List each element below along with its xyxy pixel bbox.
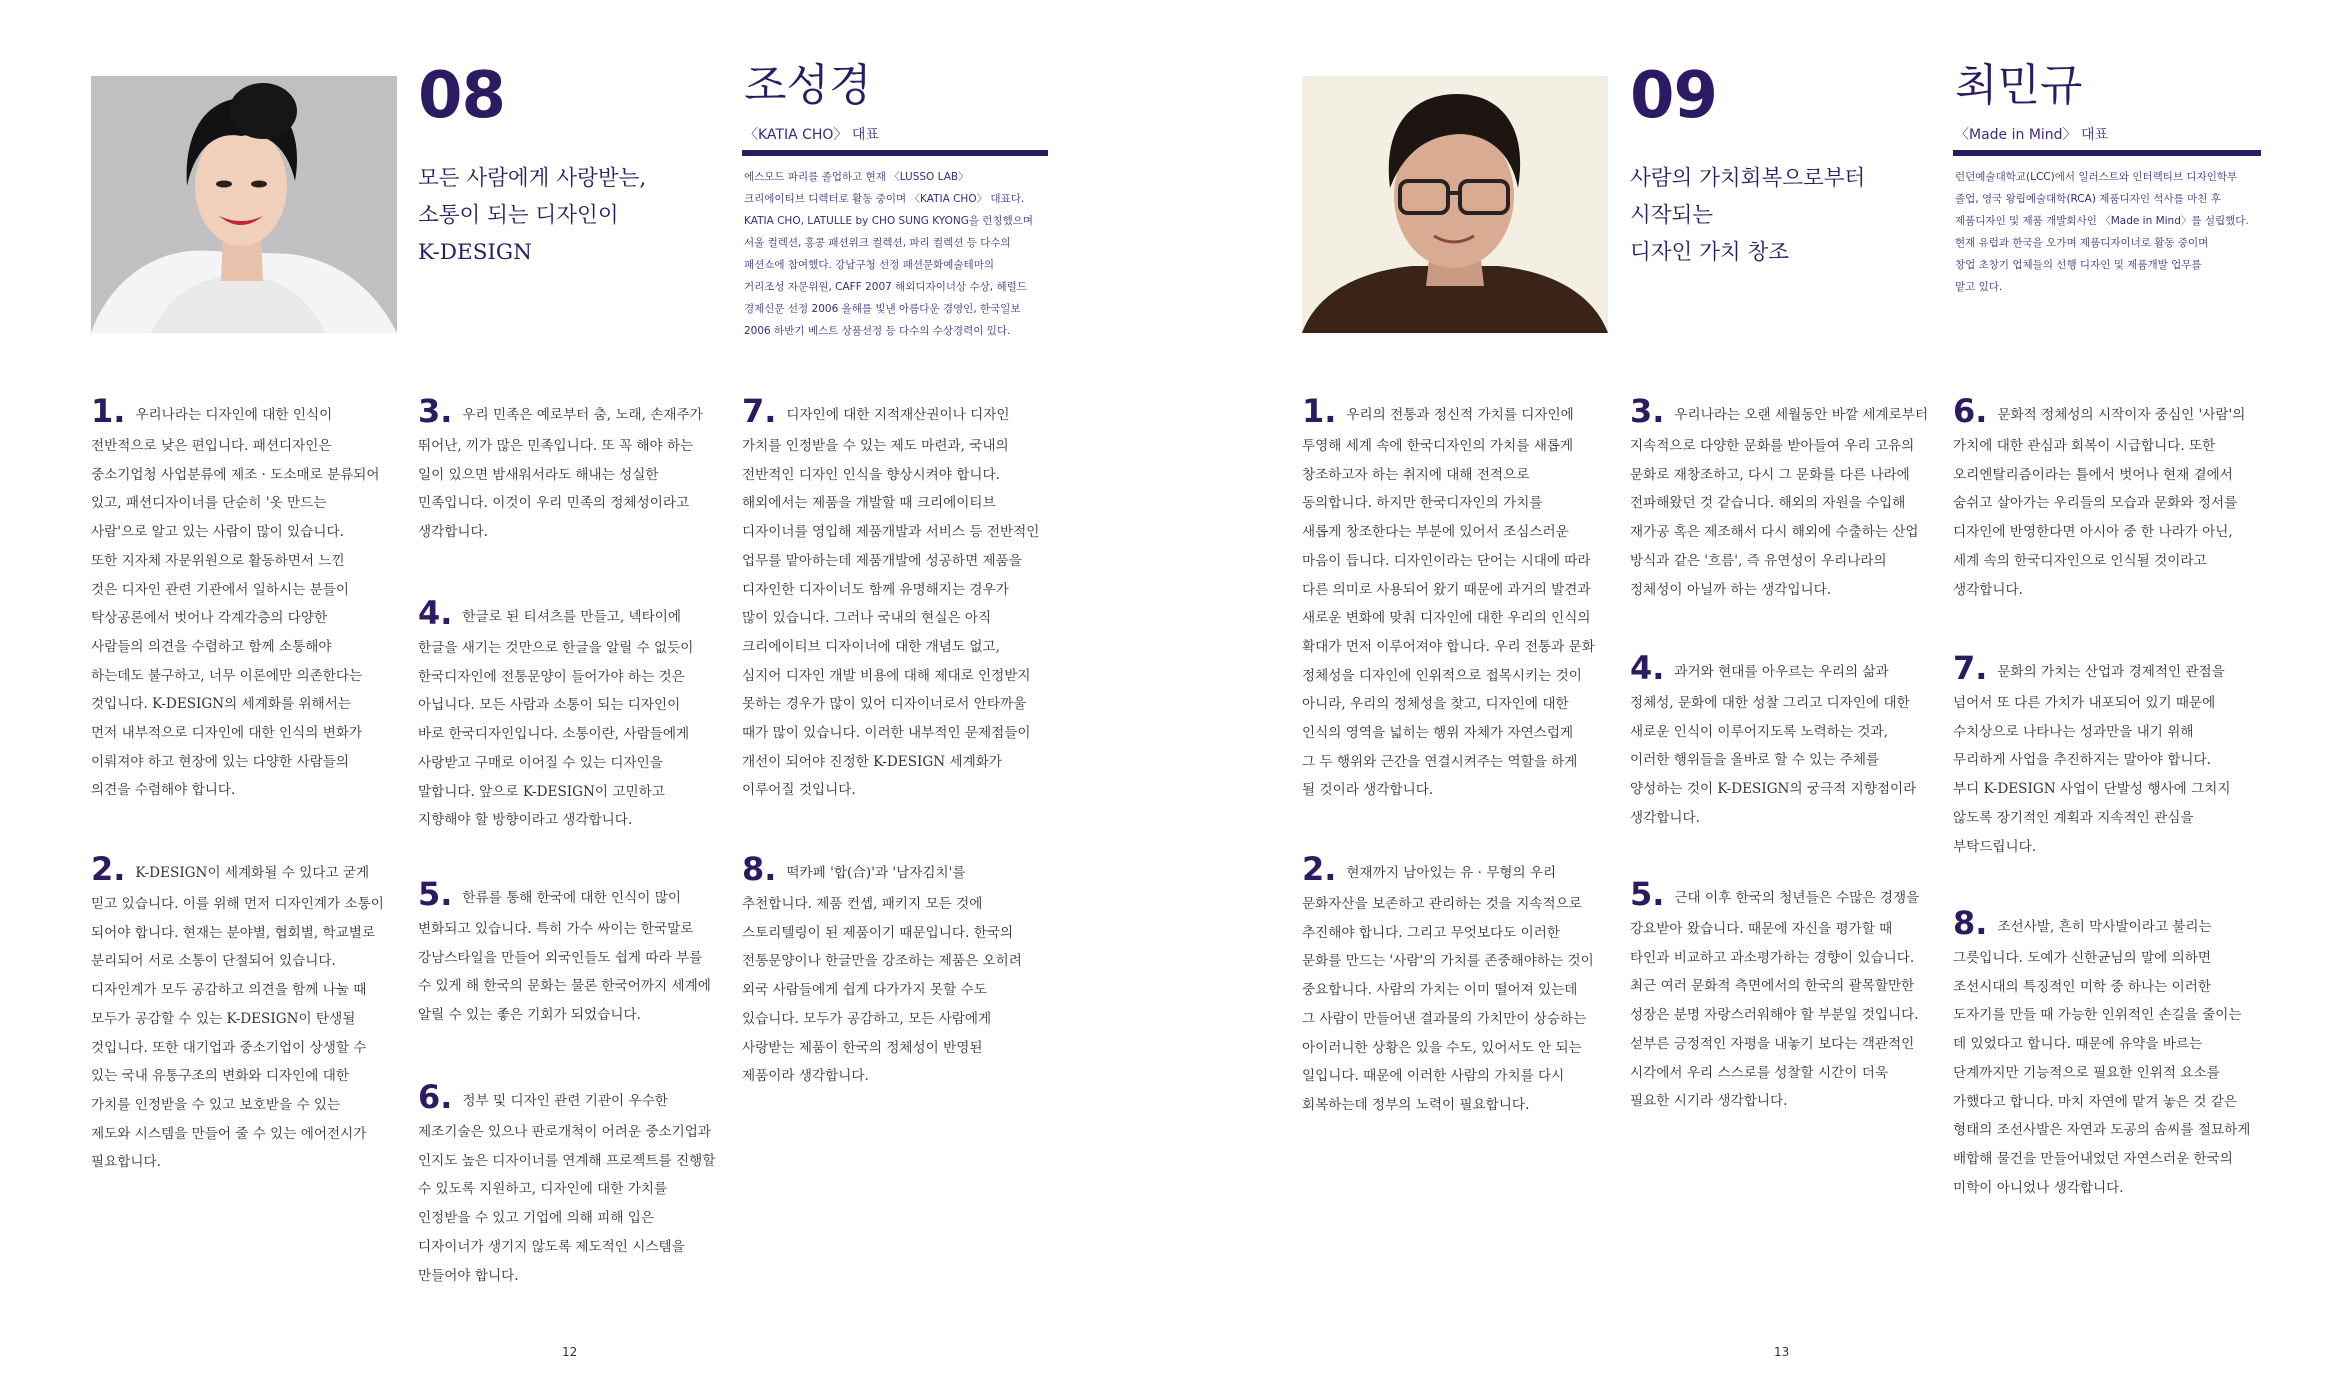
answer-line: 있습니다. 모두가 공감하고, 모든 사람에게 <box>742 1010 992 1027</box>
answer-line: 심지어 디자인 개발 비용에 대해 제대로 인정받지 <box>742 667 1031 684</box>
answer-first-line <box>418 596 738 634</box>
answer-line: 디자인에 반영한다면 아시아 중 한 나라가 아닌, <box>1953 524 2233 541</box>
answer-line: 문화를 만드는 '사람'의 가치를 존중해야하는 것이 <box>1302 953 1594 970</box>
answer-number: 1. <box>91 392 126 430</box>
answer-line: 정체성, 문화에 대한 성찰 그리고 디자인에 대한 <box>1630 695 1910 711</box>
left-page <box>0 0 1171 1400</box>
answer-text: 현재까지 남아있는 유 · 무형의 우리 <box>1346 865 1557 881</box>
answer-first-line <box>1630 651 1950 689</box>
answer-line: 것은 디자인 관련 기관에서 일하시는 분들이 <box>91 581 349 598</box>
interviewee-bio <box>744 166 1056 342</box>
answer-line: 세계 속의 한국디자인으로 인식될 것이라고 <box>1953 552 2207 569</box>
answer-line: 모두가 공감할 수 있는 K-DESIGN이 탄생될 <box>91 1010 356 1027</box>
answer-text: 우리의 전통과 정신적 가치를 디자인에 <box>1346 407 1574 423</box>
page-number: 13 <box>1774 1345 1790 1359</box>
answer-line: 사람'으로 알고 있는 사람이 많이 있습니다. <box>91 524 344 541</box>
answer-line: 않도록 장기적인 계획과 지속적인 관심을 <box>1953 809 2194 826</box>
answer-first-line <box>1630 394 1950 432</box>
answer-line: 그릇입니다. 도예가 신한균님의 말에 의하면 <box>1953 950 2211 966</box>
answer-line: 민족입니다. 이것이 우리 민족의 정체성이라고 <box>418 495 690 512</box>
answer-text: 근대 이후 한국의 청년들은 수많은 경쟁을 <box>1674 890 1920 906</box>
answer-line: 그 사람이 만들어낸 결과물의 가치만이 상승하는 <box>1302 1010 1587 1027</box>
answer-line: 새로운 변화에 맞춰 디자인에 대한 우리의 인식의 <box>1302 610 1591 627</box>
answer-line: 창조하고자 하는 취지에 대해 전적으로 <box>1302 466 1530 483</box>
answer-line: 가치에 대한 관심과 회복이 시급합니다. 또한 <box>1953 438 2216 454</box>
answer-line: 하는데도 불구하고, 너무 이론에만 의존한다는 <box>91 667 363 684</box>
answer-line: 뛰어난, 끼가 많은 민족입니다. 또 꼭 해야 하는 <box>418 438 694 454</box>
answer-item <box>418 1080 738 1290</box>
answer-line: 사람들의 의견을 수렴하고 함께 소통해야 <box>91 638 332 655</box>
answer-line: 수 있게 해 한국의 문화는 물론 한국어까지 세계에 <box>418 978 711 995</box>
answer-line: 투영해 세계 속에 한국디자인의 가치를 새롭게 <box>1302 438 1574 454</box>
answer-text: 과거와 현대를 아우르는 우리의 삶과 <box>1674 664 1889 680</box>
answer-first-line <box>91 852 411 890</box>
bio-line: 에스모드 파리를 졸업하고 현재 〈LUSSO LAB〉 <box>744 171 969 183</box>
bio-line: KATIA CHO, LATULLE by CHO SUNG KYONG을 런칭했으며 <box>744 215 1034 227</box>
answer-line: 배합해 물건을 만들어내었던 자연스러운 한국의 <box>1953 1150 2233 1167</box>
answer-line: 생각합니다. <box>418 524 488 541</box>
answer-number: 2. <box>1302 850 1337 888</box>
answer-item <box>418 394 738 547</box>
answer-line: 못하는 경우가 많이 있어 디자이너로서 안타까울 <box>742 696 1027 713</box>
answer-number: 2. <box>91 850 126 888</box>
right-page <box>1172 0 2343 1400</box>
answer-line: 일이 있으면 밤새워서라도 해내는 성실한 <box>418 466 659 483</box>
answer-line: 정체성을 디자인에 인위적으로 접목시키는 것이 <box>1302 667 1582 684</box>
answer-number: 8. <box>742 850 777 888</box>
answer-text: K-DESIGN이 세계화될 수 있다고 굳게 <box>135 865 370 881</box>
slogan-line: 디자인 가치 창조 <box>1630 240 1790 265</box>
answer-line: 섣부른 긍정적인 자평을 내놓기 보다는 객관적인 <box>1630 1035 1915 1052</box>
answer-line: 가치를 인정받을 수 있는 제도 마련과, 국내의 <box>742 438 1009 454</box>
answer-line: 있는 국내 유통구조의 변화와 디자인에 대한 <box>91 1068 349 1085</box>
answer-line: 숨쉬고 살아가는 우리들의 모습과 문화와 정서를 <box>1953 495 2238 512</box>
answer-line: 인식의 영역을 넓히는 행위 자체가 자연스럽게 <box>1302 725 1574 742</box>
answer-item <box>1302 852 1622 1120</box>
answer-line: 아니라, 우리의 정체성을 찾고, 디자인에 대한 <box>1302 696 1569 713</box>
bio-line: 경제신문 선정 2006 올해를 빛낸 아름다운 경영인, 한국일보 <box>744 303 1021 315</box>
answer-first-line <box>1302 394 1622 432</box>
answer-first-line <box>1953 906 2273 944</box>
answer-item <box>1630 394 1950 604</box>
answer-item <box>418 596 738 835</box>
answer-line: 중요합니다. 사람의 가치는 이미 떨어져 있는데 <box>1302 982 1578 999</box>
answer-line: 제조기술은 있으나 판로개척이 어려운 중소기업과 <box>418 1124 712 1140</box>
answer-line: 탁상공론에서 벗어나 각계각층의 다양한 <box>91 610 328 627</box>
answer-line: 바로 한국디자인입니다. 소통이란, 사람들에게 <box>418 726 690 743</box>
answer-line: 있고, 패션디자이너를 단순히 '옷 만드는 <box>91 495 327 512</box>
answer-line: 사랑받는 제품이 한국의 정체성이 반영된 <box>742 1039 983 1056</box>
answer-line: 조선시대의 특징적인 미학 중 하나는 이러한 <box>1953 978 2211 995</box>
answer-line: 먼저 내부적으로 디자인에 대한 인식의 변화가 <box>91 725 363 742</box>
answer-line: 되어야 합니다. 현재는 분야별, 협회별, 학교별로 <box>91 924 376 941</box>
answer-line: 것입니다. 또한 대기업과 중소기업이 상생할 수 <box>91 1039 367 1056</box>
answer-text: 한글로 된 티셔츠를 만들고, 넥타이에 <box>462 609 681 625</box>
answer-line: 한국디자인에 전통문양이 들어가야 하는 것은 <box>418 668 685 685</box>
slogan-line: 시작되는 <box>1630 203 1714 228</box>
slogan-line: K-DESIGN <box>418 240 532 265</box>
answer-line: 형태의 조선사발은 자연과 도공의 솜씨를 절묘하게 <box>1953 1122 2251 1139</box>
answer-line: 될 것이라 생각합니다. <box>1302 782 1434 799</box>
bio-line: 런던예술대학교(LCC)에서 일러스트와 인터랙티브 디자인학부 <box>1955 171 2238 183</box>
answer-number: 1. <box>1302 392 1337 430</box>
answer-line: 부탁드립니다. <box>1953 838 2037 855</box>
answer-text: 조선사발, 흔히 막사발이라고 불리는 <box>1997 919 2212 935</box>
answer-line: 그 두 행위와 근간을 연결시켜주는 역할을 하게 <box>1302 753 1578 770</box>
answer-line: 생각합니다. <box>1953 581 2023 598</box>
interviewee-name: 최민규 <box>1955 60 2083 111</box>
answer-text: 정부 및 디자인 관련 기관이 우수한 <box>462 1093 668 1109</box>
answer-number: 5. <box>1630 875 1665 913</box>
answer-line: 전통문양이나 한글만을 강조하는 제품은 오히려 <box>742 953 1022 970</box>
answer-line: 강남스타일을 만들어 외국인들도 쉽게 따라 부를 <box>418 949 703 966</box>
answer-number: 3. <box>1630 392 1665 430</box>
interviewee-number: 09 <box>1630 59 1718 133</box>
answer-item <box>742 394 1062 805</box>
answer-first-line <box>418 877 738 915</box>
answer-number: 7. <box>1953 649 1988 687</box>
page-number: 12 <box>562 1345 578 1359</box>
bio-line: 2006 하반기 베스트 상품선정 등 다수의 수상경력이 있다. <box>744 325 1011 337</box>
answer-number: 6. <box>418 1078 453 1116</box>
answer-line: 많이 있습니다. 그러나 국내의 현실은 아직 <box>742 610 992 627</box>
answer-first-line <box>418 394 738 432</box>
answer-line: 성장은 분명 자랑스러워해야 할 부분일 것입니다. <box>1630 1007 1919 1024</box>
answer-line: 것입니다. K-DESIGN의 세계화를 위해서는 <box>91 696 352 713</box>
header-rule <box>742 150 1048 156</box>
answer-line: 제도와 시스템을 만들어 줄 수 있는 에어전시가 <box>91 1125 367 1142</box>
answer-item <box>1953 906 2273 1202</box>
answer-line: 오리엔탈리즘이라는 틀에서 벗어나 현재 곁에서 <box>1953 466 2233 483</box>
answer-line: 제품이라 생각합니다. <box>742 1068 869 1085</box>
answer-line: 이러한 행위들을 올바로 할 수 있는 주체를 <box>1630 752 1880 769</box>
answer-line: 생각합니다. <box>1630 809 1700 826</box>
answer-line: 인정받을 수 있고 기업에 의해 피해 입은 <box>418 1210 655 1227</box>
answer-line: 분리되어 서로 소통이 단절되어 있습니다. <box>91 953 336 970</box>
bio-line: 크리에이티브 디렉터로 활동 중이며 〈KATIA CHO〉 대표다. <box>744 193 1025 205</box>
answer-item <box>91 852 411 1177</box>
interviewee-name: 조성경 <box>744 60 872 111</box>
answer-item <box>91 394 411 805</box>
answer-item <box>1630 651 1950 833</box>
answer-text: 우리나라는 디자인에 대한 인식이 <box>135 407 333 423</box>
bio-line: 서울 컬렉션, 홍콩 패션위크 컬렉션, 파리 컬렉션 등 다수의 <box>744 237 1011 249</box>
answer-item <box>418 877 738 1030</box>
answer-item <box>1630 877 1950 1116</box>
answer-line: 부디 K-DESIGN 사업이 단발성 행사에 그치지 <box>1953 781 2231 798</box>
answer-line: 정체성이 아닐까 하는 생각입니다. <box>1630 581 1832 598</box>
answer-line: 디자인계가 모두 공감하고 의견을 함께 나눌 때 <box>91 982 367 999</box>
answer-line: 한글을 새기는 것만으로 한글을 알릴 수 없듯이 <box>418 640 694 656</box>
answer-line: 말합니다. 앞으로 K-DESIGN이 고민하고 <box>418 783 665 800</box>
bio-line: 거리조성 자문위원, CAFF 2007 해외디자이너상 수상, 헤럴드 <box>744 281 1027 293</box>
answer-first-line <box>91 394 411 432</box>
answer-first-line <box>1953 651 2273 689</box>
answer-first-line <box>1953 394 2273 432</box>
answer-line: 의견을 수렴해야 합니다. <box>91 782 236 799</box>
answer-line: 이뤄져야 하고 현장에 있는 다양한 사람들의 <box>91 753 349 770</box>
answer-number: 4. <box>418 594 453 632</box>
answer-line: 시각에서 우리 스스로를 성찰할 시간이 더욱 <box>1630 1064 1888 1081</box>
answer-line: 믿고 있습니다. 이를 위해 먼저 디자인계가 소통이 <box>91 896 384 912</box>
answer-line: 외국 사람들에게 쉽게 다가가지 못할 수도 <box>742 982 987 999</box>
answer-line: 무리하게 사업을 추진하지는 말아야 합니다. <box>1953 752 2211 769</box>
answer-line: 사랑받고 구매로 이어질 수 있는 디자인을 <box>418 754 663 771</box>
portrait-photo-right <box>1302 76 1608 333</box>
answer-line: 디자이너를 영입해 제품개발과 서비스 등 전반적인 <box>742 524 1040 541</box>
answer-line: 가했다고 합니다. 마치 자연에 맡겨 놓은 것 같은 <box>1953 1093 2238 1110</box>
interview-slogan <box>418 160 646 271</box>
answer-line: 전반적으로 낮은 편입니다. 패션디자인은 <box>91 438 332 454</box>
answer-line: 변화되고 있습니다. 특히 가수 싸이는 한국말로 <box>418 921 694 937</box>
answer-first-line <box>742 852 1062 890</box>
answer-line: 아닙니다. 모든 사람과 소통이 되는 디자인이 <box>418 697 681 714</box>
answer-line: 넘어서 또 다른 가치가 내포되어 있기 때문에 <box>1953 695 2216 711</box>
answer-line: 디자이너가 생기지 않도록 제도적인 시스템을 <box>418 1238 685 1255</box>
answer-item <box>1953 651 2273 861</box>
answer-number: 6. <box>1953 392 1988 430</box>
answer-line: 미학이 아니었나 생각합니다. <box>1953 1179 2124 1196</box>
answer-line: 필요한 시기라 생각합니다. <box>1630 1093 1788 1110</box>
answer-text: 우리나라는 오랜 세월동안 바깥 세계로부터 <box>1674 407 1929 423</box>
interviewee-brand: 〈KATIA CHO〉 대표 <box>744 127 879 143</box>
answer-line: 타인과 비교하고 과소평가하는 경향이 있습니다. <box>1630 949 1915 966</box>
answer-line: 만들어야 합니다. <box>418 1267 519 1284</box>
answer-item <box>742 852 1062 1091</box>
answer-line: 방식과 같은 '흐름', 즉 유연성이 우리나라의 <box>1630 552 1887 569</box>
answer-line: 추진해야 합니다. 그리고 무엇보다도 이러한 <box>1302 924 1560 941</box>
answer-line: 개선이 되어야 진정한 K-DESIGN 세계화가 <box>742 753 1003 770</box>
bio-line: 현재 유럽과 한국을 오가며 제품디자이너로 활동 중이며 <box>1955 237 2209 249</box>
answer-line: 수치상으로 나타나는 성과만을 내기 위해 <box>1953 723 2194 740</box>
answer-line: 도자기를 만들 때 가능한 인위적인 손길을 줄이는 <box>1953 1007 2242 1024</box>
answer-line: 업무를 맡아하는데 제품개발에 성공하면 제품을 <box>742 552 1022 569</box>
answer-line: 문화자산을 보존하고 관리하는 것을 지속적으로 <box>1302 896 1582 912</box>
answer-number: 3. <box>418 392 453 430</box>
answer-first-line <box>742 394 1062 432</box>
answer-line: 전반적인 디자인 인식을 향상시켜야 합니다. <box>742 466 1000 483</box>
answer-text: 떡카페 '합(合)'과 '남자김치'를 <box>786 865 966 881</box>
answer-text: 디자인에 대한 지적재산권이나 디자인 <box>786 407 1010 423</box>
interview-slogan <box>1630 160 1865 271</box>
answer-line: 때가 많이 있습니다. 이러한 내부적인 문제점들이 <box>742 725 1031 742</box>
answer-number: 5. <box>418 875 453 913</box>
answer-line: 인지도 높은 디자이너를 연계해 프로젝트를 진행할 <box>418 1152 716 1169</box>
bio-line: 패션쇼에 참여했다. 강남구청 선정 패션문화예술테마의 <box>744 259 994 271</box>
answer-line: 새로운 인식이 이루어지도록 노력하는 것과, <box>1630 723 1888 740</box>
answer-text: 한류를 통해 한국에 대한 인식이 많이 <box>462 890 681 906</box>
answer-line: 강요받아 왔습니다. 때문에 자신을 평가할 때 <box>1630 921 1893 937</box>
answer-line: 가치를 인정받을 수 있고 보호받을 수 있는 <box>91 1096 341 1113</box>
answer-item <box>1953 394 2273 604</box>
answer-line: 알릴 수 있는 좋은 기회가 되었습니다. <box>418 1007 641 1024</box>
answer-line: 필요합니다. <box>91 1154 161 1171</box>
answer-line: 단계까지만 기능적으로 필요한 인위적 요소를 <box>1953 1064 2220 1081</box>
answer-line: 수 있도록 지원하고, 디자인에 대한 가치를 <box>418 1181 668 1198</box>
interviewee-brand: 〈Made in Mind〉 대표 <box>1955 127 2109 143</box>
answer-number: 4. <box>1630 649 1665 687</box>
interviewee-bio <box>1955 166 2267 298</box>
answer-line: 디자인한 디자이너도 함께 유명해지는 경우가 <box>742 581 1009 598</box>
bio-line: 졸업, 영국 왕립예술대학(RCA) 제품디자인 석사를 마친 후 <box>1955 193 2221 205</box>
answer-line: 회복하는데 정부의 노력이 필요합니다. <box>1302 1096 1530 1113</box>
answer-line: 문화로 재창조하고, 다시 그 문화를 다른 나라에 <box>1630 466 1910 483</box>
answer-line: 지속적으로 다양한 문화를 받아들여 우리 고유의 <box>1630 438 1915 454</box>
answer-line: 최근 여러 문화적 측면에서의 한국의 괄목할만한 <box>1630 978 1915 995</box>
answer-line: 전파해왔던 것 같습니다. 해외의 자원을 수입해 <box>1630 495 1906 512</box>
slogan-line: 소통이 되는 디자인이 <box>418 203 619 228</box>
slogan-line: 사람의 가치회복으로부터 <box>1630 166 1866 191</box>
interviewee-number: 08 <box>418 59 506 133</box>
answer-line: 양성하는 것이 K-DESIGN의 궁극적 지향점이라 <box>1630 781 1917 798</box>
answer-first-line <box>418 1080 738 1118</box>
answer-text: 문화의 가치는 산업과 경제적인 관점을 <box>1997 664 2225 680</box>
bio-line: 창업 초창기 업체들의 선행 디자인 및 제품개발 업무를 <box>1955 259 2202 271</box>
answer-first-line <box>1302 852 1622 890</box>
answer-item <box>1302 394 1622 805</box>
answer-line: 추천합니다. 제품 컨셉, 패키지 모든 것에 <box>742 896 983 912</box>
answer-line: 크리에이티브 디자이너에 대한 개념도 없고, <box>742 638 1000 655</box>
answer-line: 지향해야 할 방향이라고 생각합니다. <box>418 812 633 829</box>
answer-line: 확대가 먼저 이루어져야 합니다. 우리 전통과 문화 <box>1302 638 1595 655</box>
answer-line: 아이러니한 상황은 있을 수도, 있어서도 안 되는 <box>1302 1039 1582 1056</box>
header-rule <box>1953 150 2261 156</box>
answer-line: 재가공 혹은 제조해서 다시 해외에 수출하는 산업 <box>1630 524 1919 541</box>
answer-text: 우리 민족은 예로부터 춤, 노래, 손재주가 <box>462 407 703 423</box>
bio-line: 제품디자인 및 제품 개발회사인 〈Made in Mind〉를 설립했다. <box>1955 215 2249 227</box>
answer-line: 해외에서는 제품을 개발할 때 크리에이티브 <box>742 495 996 512</box>
answer-line: 동의합니다. 하지만 한국디자인의 가치를 <box>1302 495 1543 512</box>
answer-line: 새롭게 창조한다는 부분에 있어서 조심스러운 <box>1302 524 1569 541</box>
answer-number: 7. <box>742 392 777 430</box>
answer-line: 스토리텔링이 된 제품이기 때문입니다. 한국의 <box>742 924 1014 941</box>
answer-line: 이루어질 것입니다. <box>742 782 856 799</box>
answer-first-line <box>1630 877 1950 915</box>
portrait-photo-left <box>91 76 397 333</box>
answer-line: 마음이 듭니다. 디자인이라는 단어는 시대에 따라 <box>1302 552 1591 569</box>
answer-line: 일입니다. 때문에 이러한 사람의 가치를 다시 <box>1302 1068 1565 1085</box>
slogan-line: 모든 사람에게 사랑받는, <box>418 166 647 191</box>
bio-line: 맡고 있다. <box>1955 281 2003 293</box>
answer-line: 데 있었다고 합니다. 때문에 유약을 바르는 <box>1953 1036 2203 1053</box>
answer-text: 문화적 정체성의 시작이자 중심인 '사람'의 <box>1997 407 2246 423</box>
answer-line: 중소기업청 사업분류에 제조 · 도소매로 분류되어 <box>91 466 380 483</box>
answer-line: 다른 의미로 사용되어 왔기 때문에 과거의 발견과 <box>1302 581 1591 598</box>
answer-line: 또한 지자체 자문위원으로 활동하면서 느낀 <box>91 552 345 569</box>
answer-number: 8. <box>1953 904 1988 942</box>
